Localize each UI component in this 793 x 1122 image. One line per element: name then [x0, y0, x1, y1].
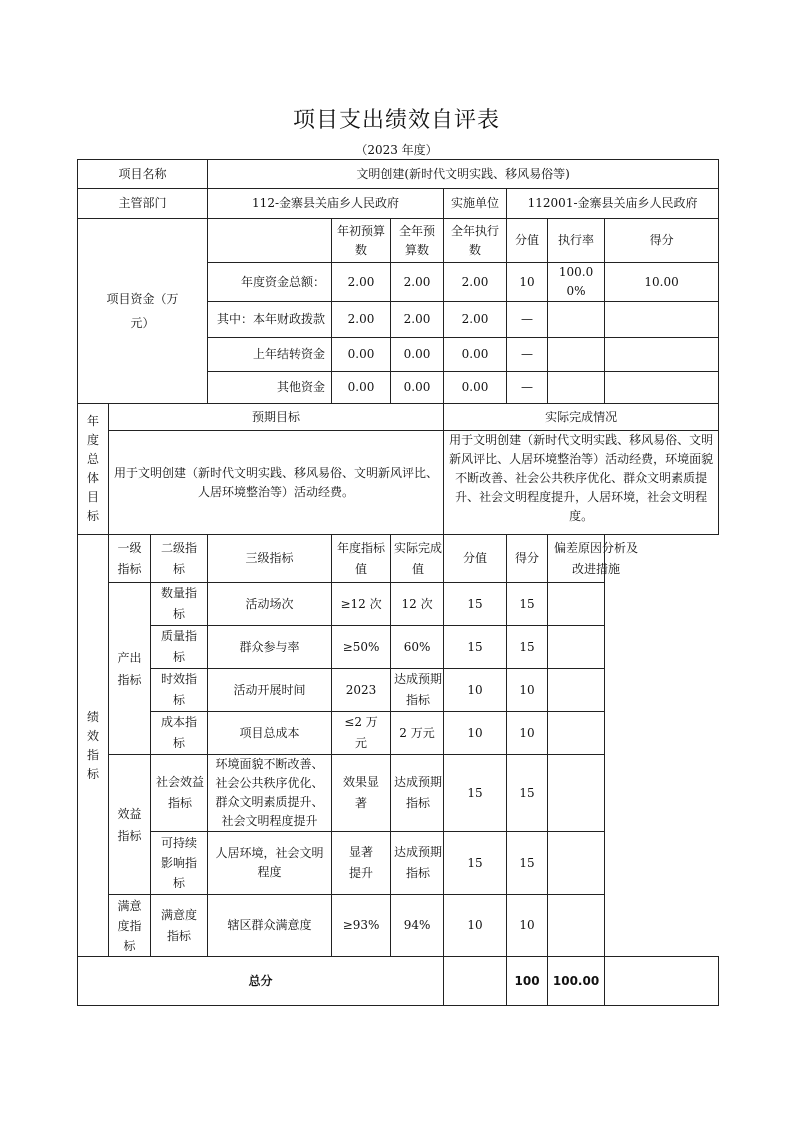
- actual-completion-header: 实际完成情况: [444, 404, 719, 431]
- project-name-value: 文明创建(新时代文明实践、移风易俗等): [208, 160, 719, 189]
- perf-row: [78, 583, 719, 626]
- perf-score: 10: [507, 895, 548, 957]
- output-indicator-label: 产出指标: [109, 583, 151, 755]
- perf-actual: 达成预期指标: [391, 755, 444, 832]
- funds-header-init: 年初预算数: [332, 219, 391, 263]
- perf-target: 效果显著: [332, 755, 391, 832]
- funds-row-exec: 0.00: [444, 338, 507, 372]
- perf-target: ≥50%: [332, 626, 391, 669]
- perf-l2: 质量指标: [151, 626, 208, 669]
- funds-row-exec: 0.00: [444, 372, 507, 404]
- perf-score: 15: [507, 626, 548, 669]
- perf-l2: 时效指标: [151, 669, 208, 712]
- perf-target: ≤2 万元: [332, 712, 391, 755]
- funds-row-score-value: 10: [507, 263, 548, 302]
- funds-row-init: 2.00: [332, 263, 391, 302]
- perf-target: ≥93%: [332, 895, 391, 957]
- perf-actual: 达成预期指标: [391, 669, 444, 712]
- perf-score-value: 10: [444, 712, 507, 755]
- funds-row-label: 上年结转资金: [208, 338, 332, 372]
- perf-deviation: [548, 832, 605, 895]
- funds-row-exec: 2.00: [444, 263, 507, 302]
- perf-header-score: 得分: [507, 535, 548, 583]
- perf-l2: 可持续影响指标: [151, 832, 208, 895]
- department-row: [78, 189, 719, 219]
- total-score: 100.00: [548, 957, 605, 1006]
- perf-score-value: 15: [444, 832, 507, 895]
- project-name-row: [78, 160, 719, 189]
- self-evaluation-table: [77, 159, 719, 1006]
- perf-l3: 活动开展时间: [208, 669, 332, 712]
- dept-label: 主管部门: [78, 189, 208, 219]
- total-blank: [444, 957, 507, 1006]
- perf-deviation: [548, 895, 605, 957]
- total-row: [78, 957, 719, 1006]
- funds-row-annual: 0.00: [391, 338, 444, 372]
- perf-row: [78, 712, 719, 755]
- funds-row-score-value: —: [507, 302, 548, 338]
- funds-row-exec: 2.00: [444, 302, 507, 338]
- perf-header-actual: 实际完成值: [391, 535, 444, 583]
- funds-row-score-value: —: [507, 338, 548, 372]
- dept-value: 112-金寨县关庙乡人民政府: [208, 189, 444, 219]
- impl-label: 实施单位: [444, 189, 507, 219]
- perf-l2: 数量指标: [151, 583, 208, 626]
- funds-row-init: 2.00: [332, 302, 391, 338]
- project-name-label: 项目名称: [78, 160, 208, 189]
- funds-row-label: 其中：本年财政拨款: [208, 302, 332, 338]
- funds-row-rate: [548, 338, 605, 372]
- funds-label: 项目资金（万元）: [78, 219, 208, 404]
- perf-target: 显著提升: [332, 832, 391, 895]
- perf-row: [78, 669, 719, 712]
- perf-score: 10: [507, 712, 548, 755]
- perf-l3: 辖区群众满意度: [208, 895, 332, 957]
- total-label: 总分: [78, 957, 444, 1006]
- perf-score: 15: [507, 583, 548, 626]
- goals-label: 年度总体目标: [78, 404, 109, 535]
- funds-header-blank: [208, 219, 332, 263]
- perf-label: 绩效指标: [78, 535, 109, 957]
- funds-row-rate: [548, 302, 605, 338]
- actual-completion-text: 用于文明创建（新时代文明实践、移风易俗、文明新风评比、人居环境整治等）活动经费，环境面貌不断改善、社会公共秩序优化、群众文明素质提升、社会文明程度提升，人居环境，社会文明程度。: [444, 431, 719, 535]
- perf-header-target: 年度指标值: [332, 535, 391, 583]
- perf-l3: 活动场次: [208, 583, 332, 626]
- funds-row-score-value: —: [507, 372, 548, 404]
- perf-l3: 人居环境，社会文明程度: [208, 832, 332, 895]
- funds-row-init: 0.00: [332, 372, 391, 404]
- perf-l2: 成本指标: [151, 712, 208, 755]
- funds-header-row: [78, 219, 719, 263]
- goals-header-row: [78, 404, 719, 431]
- perf-row: [78, 626, 719, 669]
- funds-row-rate: [548, 372, 605, 404]
- perf-deviation: [548, 755, 605, 832]
- goals-content-row: [78, 431, 719, 535]
- perf-header-score-value: 分值: [444, 535, 507, 583]
- perf-l3: 群众参与率: [208, 626, 332, 669]
- funds-row-score: [605, 338, 719, 372]
- funds-row-annual: 0.00: [391, 372, 444, 404]
- page-subtitle: （2023 年度）: [355, 143, 438, 157]
- perf-row: [78, 832, 719, 895]
- funds-header-score-value: 分值: [507, 219, 548, 263]
- perf-score-value: 10: [444, 895, 507, 957]
- page-title: 项目支出绩效自评表: [292, 108, 500, 133]
- satisfaction-indicator-label: 满意度指标: [109, 895, 151, 957]
- perf-l2: 满意度指标: [151, 895, 208, 957]
- funds-row-init: 0.00: [332, 338, 391, 372]
- perf-score: 10: [507, 669, 548, 712]
- perf-row: [78, 755, 719, 832]
- funds-row-score: [605, 372, 719, 404]
- perf-l3: 项目总成本: [208, 712, 332, 755]
- perf-header-l2: 二级指标: [151, 535, 208, 583]
- funds-row-score: [605, 302, 719, 338]
- perf-deviation: [548, 712, 605, 755]
- expected-goal-header: 预期目标: [109, 404, 444, 431]
- funds-header-annual: 全年预算数: [391, 219, 444, 263]
- perf-header-l1: 一级指标: [109, 535, 151, 583]
- perf-l2: 社会效益指标: [151, 755, 208, 832]
- perf-target: 2023: [332, 669, 391, 712]
- funds-header-score: 得分: [605, 219, 719, 263]
- funds-row-rate: 100.00%: [548, 263, 605, 302]
- perf-score-value: 15: [444, 583, 507, 626]
- perf-deviation: [548, 583, 605, 626]
- funds-row-annual: 2.00: [391, 302, 444, 338]
- perf-header-deviation: 偏差原因分析及改进措施: [548, 535, 605, 583]
- perf-score-value: 15: [444, 755, 507, 832]
- perf-deviation: [548, 626, 605, 669]
- perf-score-value: 15: [444, 626, 507, 669]
- perf-actual: 94%: [391, 895, 444, 957]
- perf-actual: 2 万元: [391, 712, 444, 755]
- benefit-indicator-label: 效益指标: [109, 755, 151, 895]
- expected-goal-text: 用于文明创建（新时代文明实践、移风易俗、文明新风评比、人居环境整治等）活动经费。: [109, 431, 444, 535]
- perf-target: ≥12 次: [332, 583, 391, 626]
- funds-header-rate: 执行率: [548, 219, 605, 263]
- funds-row-score: 10.00: [605, 263, 719, 302]
- perf-deviation: [548, 669, 605, 712]
- perf-l3: 环境面貌不断改善、社会公共秩序优化、群众文明素质提升、社会文明程度提升: [208, 755, 332, 832]
- total-score-value: 100: [507, 957, 548, 1006]
- perf-score: 15: [507, 755, 548, 832]
- funds-header-exec: 全年执行数: [444, 219, 507, 263]
- perf-header-l3: 三级指标: [208, 535, 332, 583]
- funds-row-label: 年度资金总额：: [208, 263, 332, 302]
- perf-actual: 60%: [391, 626, 444, 669]
- total-deviation: [605, 957, 719, 1006]
- funds-row-label: 其他资金: [208, 372, 332, 404]
- perf-header-row: [78, 535, 719, 583]
- perf-actual: 达成预期指标: [391, 832, 444, 895]
- perf-actual: 12 次: [391, 583, 444, 626]
- perf-score: 15: [507, 832, 548, 895]
- impl-value: 112001-金寨县关庙乡人民政府: [507, 189, 719, 219]
- perf-score-value: 10: [444, 669, 507, 712]
- perf-row: [78, 895, 719, 957]
- funds-row-annual: 2.00: [391, 263, 444, 302]
